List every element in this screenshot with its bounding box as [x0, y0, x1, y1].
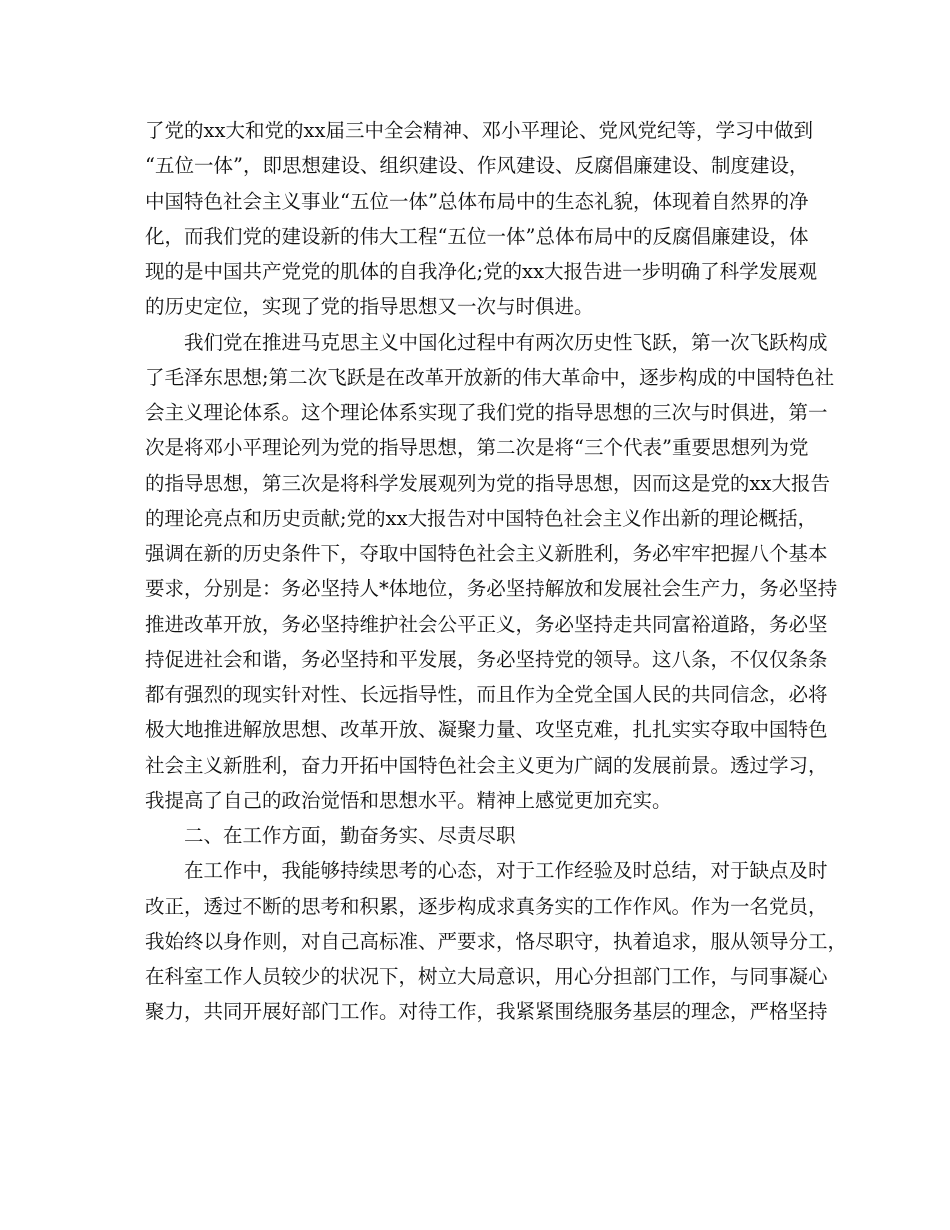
text-line: 会主义理论体系。这个理论体系实现了我们党的指导思想的三次与时俱进，第一 [145, 401, 828, 424]
text-line: 化，而我们党的建设新的伟大工程“五位一体”总体布局中的反腐倡廉建设，体 [145, 224, 809, 248]
text-line: 了党的xx大和党的xx届三中全会精神、邓小平理论、党风党纪等，学习中做到 [145, 119, 813, 142]
text-line: “五位一体”，即思想建设、组织建设、作风建设、反腐倡廉建设、制度建设， [145, 154, 809, 178]
text-line: 极大地推进解放思想、改革开放、凝聚力量、攻坚克难，扎扎实实夺取中国特色 [145, 718, 828, 742]
text-line: 中国特色社会主义事业“五位一体”总体布局中的生态礼貌，体现着自然界的净 [145, 189, 809, 213]
text-line: 现的是中国共产党党的肌体的自我净化;党的xx大报告进一步明确了科学发展观 [145, 260, 818, 283]
text-line: 改正，透过不断的思考和积累，逐步构成求真务实的工作作风。作为一名党员， [145, 894, 828, 918]
text-line: 在科室工作人员较少的状况下，树立大局意识，用心分担部门工作，与同事凝心 [145, 965, 828, 988]
text-line: 了毛泽东思想;第二次飞跃是在改革开放新的伟大革命中，逐步构成的中国特色社 [145, 365, 835, 389]
text-line: 都有强烈的现实针对性、长远指导性，而且作为全党全国人民的共同信念，必将 [145, 683, 828, 706]
text-line: 强调在新的历史条件下，夺取中国特色社会主义新胜利，务必牢牢把握八个基本 [145, 542, 828, 565]
text-line: 次是将邓小平理论列为党的指导思想，第二次是将“三个代表”重要思想列为党 [145, 436, 809, 460]
text-line: 的指导思想，第三次是将科学发展观列为党的指导思想，因而这是党的xx大报告 [145, 471, 830, 495]
document-body [145, 113, 848, 1030]
text-line: 要求，分别是：务必坚持人*体地位，务必坚持解放和发展社会生产力，务必坚持 [145, 577, 838, 601]
text-line: 社会主义新胜利，奋力开拓中国特色社会主义更为广阔的发展前景。透过学习， [145, 753, 828, 777]
paragraph-first-line: 我们党在推进马克思主义中国化过程中有两次历史性飞跃，第一次飞跃构成 [184, 330, 828, 354]
text-line: 的历史定位，实现了党的指导思想又一次与时俱进。 [145, 295, 594, 319]
paragraph-first-line: 在工作中，我能够持续思考的心态，对于工作经验及时总结，对于缺点及时 [184, 859, 828, 883]
text-line: 聚力，共同开展好部门工作。对待工作，我紧紧围绕服务基层的理念，严格坚持 [145, 1000, 828, 1024]
text-line: 我提高了自己的政治觉悟和思想水平。精神上感觉更加充实。 [145, 788, 672, 812]
section-heading: 二、在工作方面，勤奋务实、尽责尽职 [184, 824, 516, 847]
text-line: 持促进社会和谐，务必坚持和平发展，务必坚持党的领导。这八条，不仅仅条条 [145, 647, 828, 671]
text-line: 推进改革开放，务必坚持维护社会公平正义，务必坚持走共同富裕道路，务必坚 [145, 612, 828, 636]
text-line: 我始终以身作则，对自己高标准、严要求，恪尽职守，执着追求，服从领导分工， [145, 929, 848, 953]
text-line: 的理论亮点和历史贡献;党的xx大报告对中国特色社会主义作出新的理论概括， [145, 506, 818, 530]
